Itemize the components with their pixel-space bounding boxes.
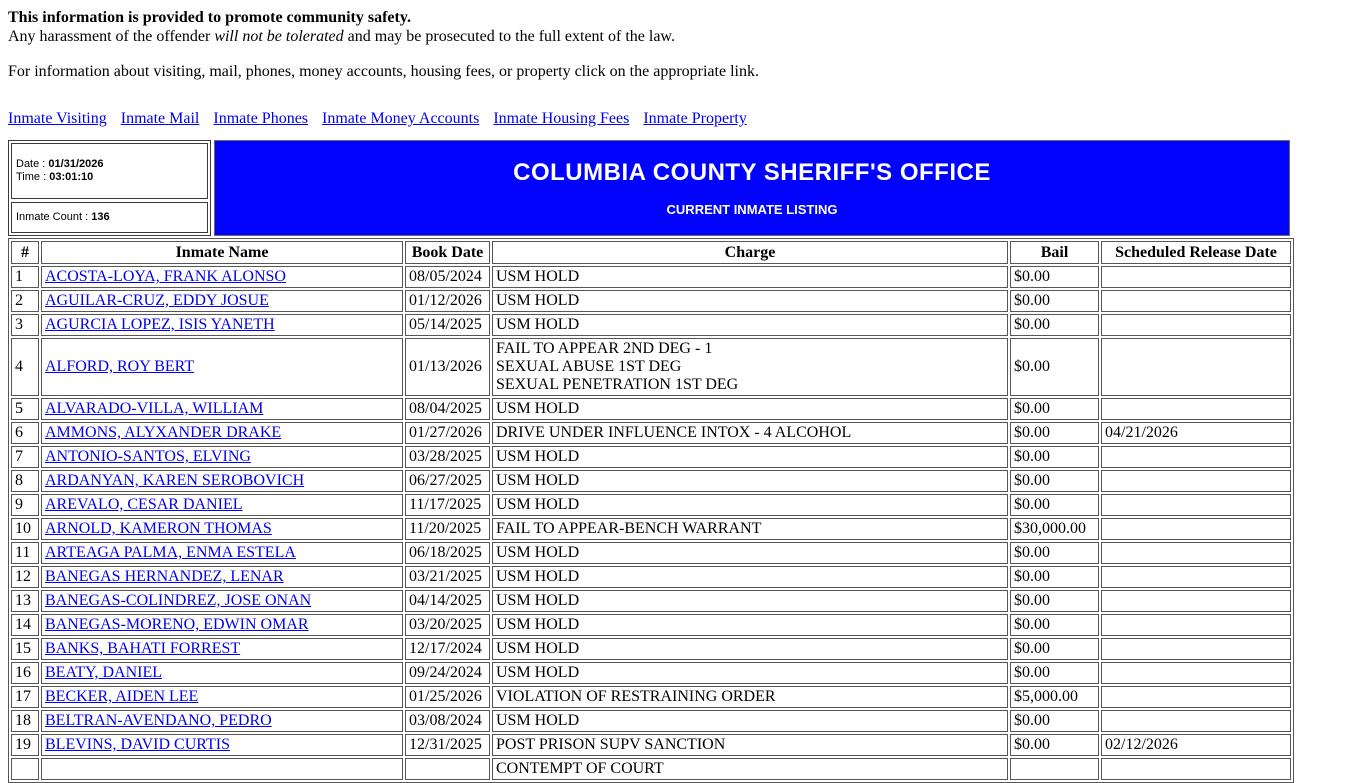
bail-cell: $0.00: [1010, 446, 1099, 468]
nav-link-inmate-visiting[interactable]: Inmate Visiting: [8, 110, 107, 127]
table-row: [11, 542, 1291, 564]
row-number-cell: 12: [11, 566, 39, 588]
inmate-name-cell: [41, 314, 403, 336]
charge-cell: USM HOLD: [492, 614, 1008, 636]
book-date-cell: 03/28/2025: [405, 446, 490, 468]
inmate-name-cell: [41, 542, 403, 564]
charge-cell: USM HOLD: [492, 590, 1008, 612]
inmate-table-header: [11, 241, 1291, 264]
row-number-cell: 19: [11, 734, 39, 756]
charge-cell: USM HOLD: [492, 494, 1008, 516]
inmate-name-link[interactable]: BANEGAS HERNANDEZ, LENAR: [45, 568, 284, 585]
book-date-cell: 03/20/2025: [405, 614, 490, 636]
book-date-cell: 08/04/2025: [405, 398, 490, 420]
inmate-count-box: [11, 202, 208, 233]
bail-cell: $0.00: [1010, 542, 1099, 564]
inmate-name-cell: [41, 494, 403, 516]
book-date-cell: 12/31/2025: [405, 734, 490, 756]
inmate-name-link[interactable]: ACOSTA-LOYA, FRANK ALONSO: [45, 268, 286, 285]
inmate-name-link[interactable]: ARDANYAN, KAREN SEROBOVICH: [45, 472, 305, 489]
charge-cell: FAIL TO APPEAR 2ND DEG - 1 SEXUAL ABUSE 1ST DEG SEXUAL PENETRATION 1ST DEG: [492, 338, 1008, 396]
bail-cell: $0.00: [1010, 266, 1099, 288]
inmate-count-value: 136: [91, 211, 110, 223]
table-row: [11, 314, 1291, 336]
table-row: [11, 566, 1291, 588]
safety-notice: [8, 8, 1358, 46]
bail-cell: $0.00: [1010, 638, 1099, 660]
inmate-name-cell: [41, 662, 403, 684]
book-date-cell: 04/14/2025: [405, 590, 490, 612]
bail-cell: $5,000.00: [1010, 686, 1099, 708]
row-number-cell: 15: [11, 638, 39, 660]
row-number-cell: 14: [11, 614, 39, 636]
row-number-cell: 10: [11, 518, 39, 540]
charge-cell: USM HOLD: [492, 446, 1008, 468]
inmate-name-cell: [41, 266, 403, 288]
charge-cell: USM HOLD: [492, 662, 1008, 684]
table-row: [11, 734, 1291, 756]
release-date-cell: [1101, 314, 1291, 336]
table-row: [11, 494, 1291, 516]
charge-cell: POST PRISON SUPV SANCTION: [492, 734, 1008, 756]
header-book-date: Book Date: [405, 241, 490, 264]
release-date-cell: [1101, 470, 1291, 492]
inmate-name-cell: [41, 290, 403, 312]
inmate-name-cell: [41, 446, 403, 468]
charge-cell: USM HOLD: [492, 266, 1008, 288]
header-bail: Bail: [1010, 241, 1099, 264]
office-banner: [214, 140, 1290, 236]
inmate-table: [8, 238, 1294, 783]
page-header: [8, 140, 1290, 236]
inmate-count-label: Inmate Count :: [16, 211, 89, 223]
inmate-name-link[interactable]: ARTEAGA PALMA, ENMA ESTELA: [45, 544, 296, 561]
nav-link-inmate-phones[interactable]: Inmate Phones: [213, 110, 309, 127]
table-row: [11, 446, 1291, 468]
release-date-cell: [1101, 518, 1291, 540]
book-date-cell: 06/27/2025: [405, 470, 490, 492]
charge-cell: USM HOLD: [492, 638, 1008, 660]
inmate-name-link[interactable]: ARNOLD, KAMERON THOMAS: [45, 520, 272, 537]
inmate-nav: [8, 109, 1358, 128]
charge-cell: DRIVE UNDER INFLUENCE INTOX - 4 ALCOHOL: [492, 422, 1008, 444]
date-line: [16, 158, 203, 171]
bail-cell: $0.00: [1010, 338, 1099, 396]
nav-link-inmate-mail[interactable]: Inmate Mail: [120, 110, 200, 127]
table-row: [11, 266, 1291, 288]
row-number-cell: 17: [11, 686, 39, 708]
header-inmate-name: Inmate Name: [41, 241, 403, 264]
table-row: [11, 422, 1291, 444]
charge-cell: FAIL TO APPEAR-BENCH WARRANT: [492, 518, 1008, 540]
inmate-name-cell: [41, 710, 403, 732]
table-row: [11, 398, 1291, 420]
row-number-cell: 7: [11, 446, 39, 468]
row-number-cell: 6: [11, 422, 39, 444]
date-label: Date :: [16, 158, 46, 170]
inmate-name-link[interactable]: AGUILAR-CRUZ, EDDY JOSUE: [45, 292, 269, 309]
inmate-name-link[interactable]: BANEGAS-COLINDREZ, JOSE ONAN: [45, 592, 312, 609]
book-date-cell: 09/24/2024: [405, 662, 490, 684]
release-date-cell: [1101, 638, 1291, 660]
inmate-name-link[interactable]: BANKS, BAHATI FORREST: [45, 640, 241, 657]
table-row: [11, 638, 1291, 660]
inmate-name-cell: [41, 614, 403, 636]
inmate-name-cell: [41, 338, 403, 396]
book-date-cell: 01/27/2026: [405, 422, 490, 444]
links-intro-text: For information about visiting, mail, phones, money accounts, housing fees, or property click on the appropriate link.: [8, 63, 759, 80]
inmate-name-link[interactable]: AMMONS, ALYXANDER DRAKE: [45, 424, 282, 441]
inmate-name-link[interactable]: BANEGAS-MORENO, EDWIN OMAR: [45, 616, 309, 633]
nav-link-inmate-money-accounts[interactable]: Inmate Money Accounts: [322, 110, 480, 127]
bail-cell: $0.00: [1010, 566, 1099, 588]
time-value: 03:01:10: [49, 171, 94, 183]
header-number: #: [11, 241, 39, 264]
harassment-warning-suffix: and may be prosecuted to the full extent of the law.: [343, 28, 675, 45]
office-title: COLUMBIA COUNTY SHERIFF'S OFFICE: [513, 159, 991, 186]
inmate-name-cell: [41, 422, 403, 444]
release-date-cell: [1101, 494, 1291, 516]
inmate-name-cell: [41, 734, 403, 756]
nav-link-inmate-housing-fees[interactable]: Inmate Housing Fees: [493, 110, 630, 127]
nav-link-inmate-property[interactable]: Inmate Property: [643, 110, 747, 127]
book-date-cell: 01/12/2026: [405, 290, 490, 312]
row-number-cell: 2: [11, 290, 39, 312]
charge-cell: USM HOLD: [492, 470, 1008, 492]
info-box: [8, 140, 211, 236]
inmate-name-cell: [41, 566, 403, 588]
bail-cell: $0.00: [1010, 422, 1099, 444]
safety-notice-bold-line: This information is provided to promote community safety.: [8, 9, 411, 26]
release-date-cell: [1101, 710, 1291, 732]
time-label: Time :: [16, 171, 47, 183]
inmate-name-link[interactable]: BLEVINS, DAVID CURTIS: [45, 736, 230, 753]
release-date-cell: [1101, 266, 1291, 288]
table-row: [11, 710, 1291, 732]
release-date-cell: [1101, 290, 1291, 312]
inmate-table-body: [11, 266, 1291, 780]
row-number-cell: 1: [11, 266, 39, 288]
charge-cell: USM HOLD: [492, 710, 1008, 732]
row-number-cell: 3: [11, 314, 39, 336]
header-charge: Charge: [492, 241, 1008, 264]
bail-cell: $0.00: [1010, 314, 1099, 336]
inmate-name-link[interactable]: AGURCIA LOPEZ, ISIS YANETH: [45, 316, 275, 333]
listing-subtitle: CURRENT INMATE LISTING: [666, 202, 838, 217]
inmate-name-link[interactable]: AREVALO, CESAR DANIEL: [45, 496, 243, 513]
inmate-name-link[interactable]: ALVARADO-VILLA, WILLIAM: [45, 400, 264, 417]
inmate-listing-page: [8, 8, 1358, 777]
table-row: [11, 662, 1291, 684]
book-date-cell: 05/14/2025: [405, 314, 490, 336]
row-number-cell: [11, 758, 39, 780]
book-date-cell: 01/13/2026: [405, 338, 490, 396]
release-date-cell: [1101, 542, 1291, 564]
row-number-cell: 4: [11, 338, 39, 396]
book-date-cell: [405, 758, 490, 780]
release-date-cell: [1101, 590, 1291, 612]
row-number-cell: 13: [11, 590, 39, 612]
book-date-cell: 11/20/2025: [405, 518, 490, 540]
book-date-cell: 11/17/2025: [405, 494, 490, 516]
table-row: [11, 614, 1291, 636]
release-date-cell: [1101, 758, 1291, 780]
table-row: [11, 590, 1291, 612]
inmate-name-cell: [41, 470, 403, 492]
release-date-cell: 02/12/2026: [1101, 734, 1291, 756]
book-date-cell: 08/05/2024: [405, 266, 490, 288]
time-line: [16, 171, 203, 184]
row-number-cell: 8: [11, 470, 39, 492]
charge-cell: USM HOLD: [492, 542, 1008, 564]
charge-cell: USM HOLD: [492, 566, 1008, 588]
date-value: 01/31/2026: [48, 158, 104, 170]
table-row: [11, 470, 1291, 492]
inmate-name-cell: [41, 398, 403, 420]
inmate-name-cell: [41, 638, 403, 660]
table-row: [11, 338, 1291, 396]
row-number-cell: 9: [11, 494, 39, 516]
inmate-name-link[interactable]: BELTRAN-AVENDANO, PEDRO: [45, 712, 272, 729]
release-date-cell: 04/21/2026: [1101, 422, 1291, 444]
charge-cell: USM HOLD: [492, 398, 1008, 420]
inmate-name-cell: [41, 518, 403, 540]
bail-cell: $0.00: [1010, 662, 1099, 684]
row-number-cell: 16: [11, 662, 39, 684]
bail-cell: $0.00: [1010, 590, 1099, 612]
bail-cell: [1010, 758, 1099, 780]
row-number-cell: 5: [11, 398, 39, 420]
bail-cell: $0.00: [1010, 494, 1099, 516]
table-row: [11, 686, 1291, 708]
inmate-name-cell: [41, 590, 403, 612]
bail-cell: $0.00: [1010, 290, 1099, 312]
inmate-name-cell: [41, 758, 403, 780]
bail-cell: $0.00: [1010, 470, 1099, 492]
release-date-cell: [1101, 398, 1291, 420]
table-row: [11, 758, 1291, 780]
bail-cell: $0.00: [1010, 710, 1099, 732]
book-date-cell: 03/08/2024: [405, 710, 490, 732]
release-date-cell: [1101, 566, 1291, 588]
release-date-cell: [1101, 446, 1291, 468]
table-row: [11, 290, 1291, 312]
row-number-cell: 18: [11, 710, 39, 732]
book-date-cell: 01/25/2026: [405, 686, 490, 708]
inmate-name-link[interactable]: BECKER, AIDEN LEE: [45, 688, 199, 705]
row-number-cell: 11: [11, 542, 39, 564]
header-row: [11, 241, 1291, 264]
bail-cell: $0.00: [1010, 398, 1099, 420]
book-date-cell: 06/18/2025: [405, 542, 490, 564]
release-date-cell: [1101, 338, 1291, 396]
date-time-box: [11, 143, 208, 199]
header-scheduled-release-date: Scheduled Release Date: [1101, 241, 1291, 264]
release-date-cell: [1101, 686, 1291, 708]
inmate-name-link[interactable]: ALFORD, ROY BERT: [45, 358, 195, 375]
inmate-name-link[interactable]: ANTONIO-SANTOS, ELVING: [45, 448, 251, 465]
release-date-cell: [1101, 614, 1291, 636]
book-date-cell: 12/17/2024: [405, 638, 490, 660]
table-row: [11, 518, 1291, 540]
book-date-cell: 03/21/2025: [405, 566, 490, 588]
charge-cell: USM HOLD: [492, 314, 1008, 336]
charge-cell: CONTEMPT OF COURT: [492, 758, 1008, 780]
inmate-name-cell: [41, 686, 403, 708]
bail-cell: $30,000.00: [1010, 518, 1099, 540]
release-date-cell: [1101, 662, 1291, 684]
charge-cell: USM HOLD: [492, 290, 1008, 312]
bail-cell: $0.00: [1010, 734, 1099, 756]
harassment-warning-prefix: Any harassment of the offender: [8, 28, 215, 45]
charge-cell: VIOLATION OF RESTRAINING ORDER: [492, 686, 1008, 708]
inmate-name-link[interactable]: BEATY, DANIEL: [45, 664, 163, 681]
harassment-warning-italic: will not be tolerated: [214, 28, 344, 45]
bail-cell: $0.00: [1010, 614, 1099, 636]
